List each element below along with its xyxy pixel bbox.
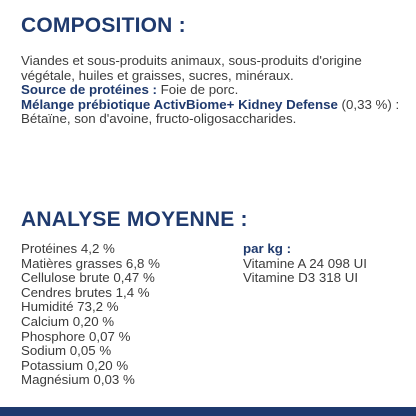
protein-source-value: Foie de porc. [156, 82, 239, 98]
vitamin-item: Vitamine D3 318 UI [243, 270, 359, 286]
vitamin-item: Vitamine A 24 098 UI [243, 255, 367, 271]
protein-source-label: Source de protéines : [21, 82, 157, 98]
composition-heading: COMPOSITION : [21, 14, 186, 37]
prebiotic-label: Mélange prébiotique ActivBiome+ Kidney Defense [21, 96, 338, 112]
protein-source-line [21, 83, 411, 98]
analysis-heading: ANALYSE MOYENNE : [21, 208, 248, 231]
analysis-item: Phosphore 0,07 % [21, 328, 131, 344]
composition-block [21, 54, 411, 127]
prebiotic-value: (0,33 %) : Bétaïne, son d'avoine, fructo-oligosaccharides. [21, 96, 400, 127]
bottom-accent-bar [0, 407, 416, 416]
analysis-item: Magnésium 0,03 % [21, 372, 135, 388]
analysis-item: Matières grasses 6,8 % [21, 255, 160, 271]
analysis-item: Cellulose brute 0,47 % [21, 270, 155, 286]
analysis-item: Humidité 73,2 % [21, 299, 119, 315]
analysis-item: Protéines 4,2 % [21, 241, 115, 256]
per-kg-list [243, 257, 413, 286]
analysis-list [21, 242, 221, 388]
prebiotic-line [21, 98, 411, 127]
ingredients-text: Viandes et sous-produits animaux, sous-produits d'origine végétale, huiles et graisses, sucres, minéraux. [21, 53, 362, 83]
analysis-item: Potassium 0,20 % [21, 357, 129, 373]
per-kg-title: par kg : [243, 241, 292, 256]
per-kg-block [243, 242, 413, 286]
analysis-item: Cendres brutes 1,4 % [21, 284, 150, 300]
analysis-item: Sodium 0,05 % [21, 343, 112, 359]
analysis-item: Calcium 0,20 % [21, 313, 115, 329]
